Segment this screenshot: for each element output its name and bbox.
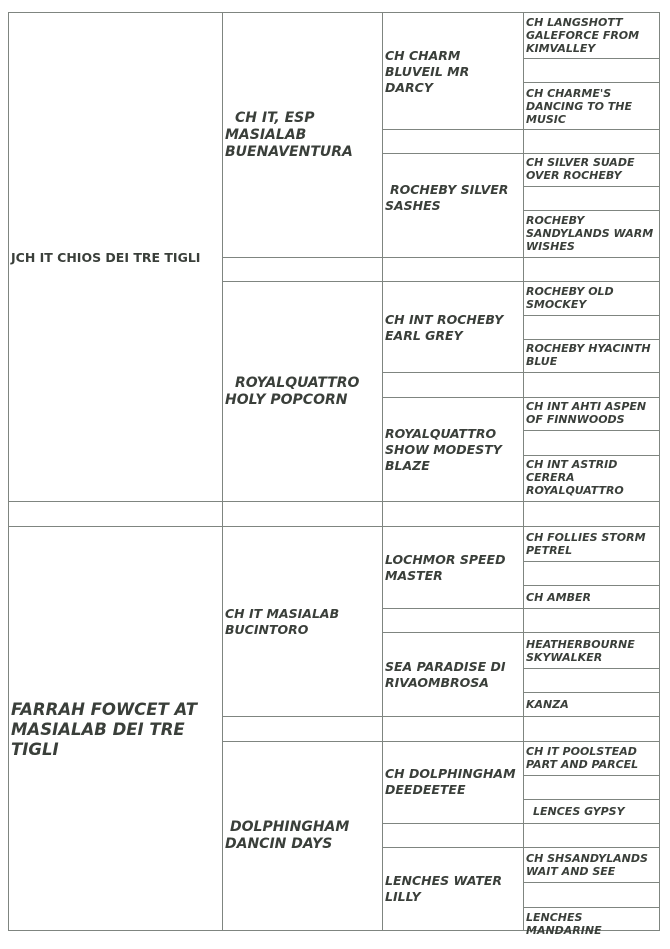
g4-4: ROCHEBY SANDYLANDS WARM WISHES [526,214,654,253]
grid-line [523,12,524,931]
grid-line [222,12,223,931]
grid-line [8,12,660,13]
g3-sire-sire-dam: ROCHEBY SILVER SASHES [385,182,509,213]
grid-line [523,58,660,59]
grid-line [523,882,660,883]
grid-line [382,129,660,130]
g4-3: CH SILVER SUADE OVER ROCHEBY [526,156,635,182]
grid-line [523,455,660,456]
g1-dam: FARRAH FOWCET AT MASIALAB DEI TRE TIGLI [11,700,197,759]
g2-dam-dam: DOLPHINGHAM DANCIN DAYS [225,819,350,852]
grid-line [523,339,660,340]
g4-12: KANZA [526,698,569,711]
grid-line [382,608,660,609]
g2-sire-sire: CH IT, ESP MASIALAB BUENAVENTURA [225,110,353,160]
g3-dam-sire-dam: SEA PARADISE DI RIVAOMBROSA [385,659,506,690]
grid-line [8,501,660,502]
grid-line [523,315,660,316]
g3-sire-dam-dam: ROYALQUATTRO SHOW MODESTY BLAZE [385,426,502,473]
g3-sire-dam-sire: CH INT ROCHEBY EARL GREY [385,312,504,343]
g4-2: CH CHARME'S DANCING TO THE MUSIC [526,87,632,126]
g4-1: CH LANGSHOTT GALEFORCE FROM KIMVALLEY [526,16,640,55]
grid-line [523,585,660,586]
grid-line [8,12,9,931]
grid-line [382,823,660,824]
grid-line [523,692,660,693]
g4-15: CH SHSANDYLANDS WAIT AND SEE [526,852,648,878]
g4-8: CH INT ASTRID CERERA ROYALQUATTRO [526,458,624,497]
g1-sire: JCH IT CHIOS DEI TRE TIGLI [11,250,201,265]
grid-line [523,430,660,431]
grid-line [222,281,660,282]
grid-line [523,82,660,83]
grid-line [523,668,660,669]
g4-16: LENCHES MANDARINE [526,911,602,937]
grid-line [382,153,660,154]
grid-line [523,907,660,908]
grid-line [382,847,660,848]
g3-dam-dam-sire: CH DOLPHINGHAM DEEDEETEE [385,766,516,797]
g4-13: CH IT POOLSTEAD PART AND PARCEL [526,745,639,771]
g2-dam-sire: CH IT MASIALAB BUCINTORO [225,606,340,637]
g4-7: CH INT AHTI ASPEN OF FINNWOODS [526,400,647,426]
grid-line [222,257,660,258]
g3-dam-sire-sire: LOCHMOR SPEED MASTER [385,552,506,583]
g3-sire-sire-sire: CH CHARM BLUVEIL MR DARCY [385,48,470,95]
grid-line [523,561,660,562]
grid-line [222,716,660,717]
g4-5: ROCHEBY OLD SMOCKEY [526,285,614,311]
grid-line [8,526,660,527]
grid-line [523,775,660,776]
grid-line [382,397,660,398]
grid-line [382,372,660,373]
grid-line [382,12,383,931]
grid-line [523,799,660,800]
g4-6: ROCHEBY HYACINTH BLUE [526,342,651,368]
g2-sire-dam: ROYALQUATTRO HOLY POPCORN [225,375,360,408]
g4-9: CH FOLLIES STORM PETREL [526,531,646,557]
grid-line [222,741,660,742]
grid-line [523,186,660,187]
g4-11: HEATHERBOURNE SKYWALKER [526,638,635,664]
g3-dam-dam-dam: LENCHES WATER LILLY [385,873,503,904]
g4-14: LENCES GYPSY [533,805,625,818]
grid-line [382,632,660,633]
g4-10: CH AMBER [526,591,591,604]
grid-line [523,210,660,211]
